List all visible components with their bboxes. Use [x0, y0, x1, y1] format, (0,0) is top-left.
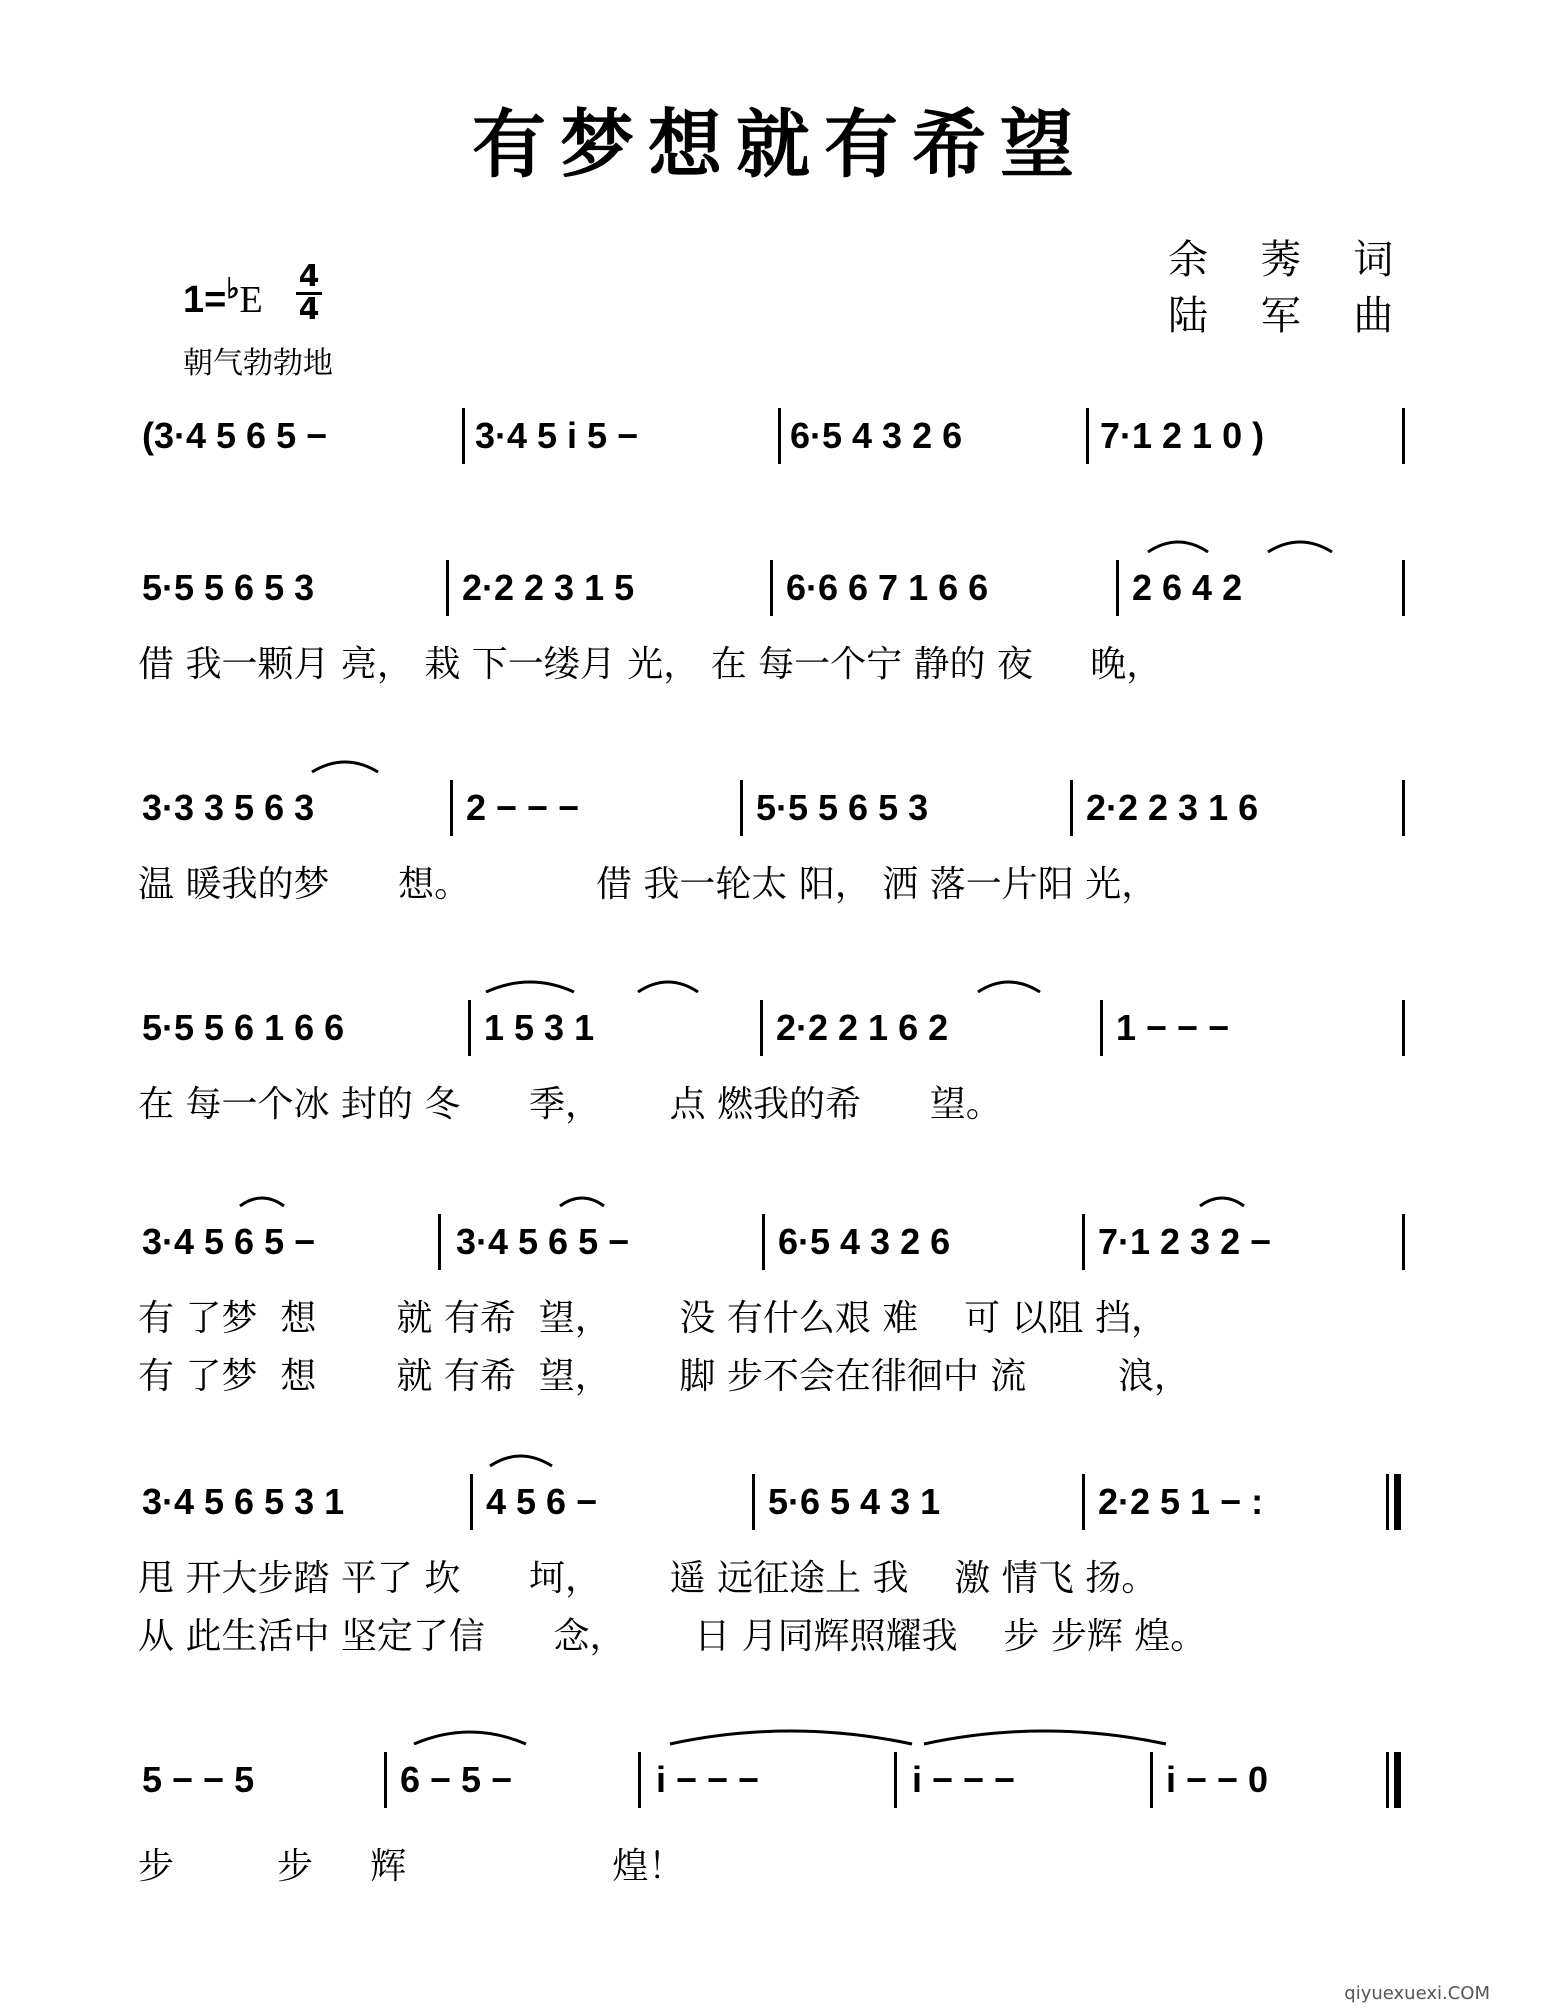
time-signature: [296, 259, 322, 327]
barline: [752, 1474, 755, 1530]
bar-3-2: 2 − − −: [466, 787, 580, 828]
lyric-line: 甩 开大步踏 平了 坎 坷， 遥 远征途上 我 激 情飞 扬。: [138, 1558, 1158, 1599]
bar-5-3: 6·5 4 3 2 6: [778, 1221, 951, 1262]
barline: [1116, 560, 1119, 616]
bar-6-2: 4 5 6 −: [486, 1481, 598, 1522]
bar-7-2: 6 − 5 −: [400, 1759, 513, 1800]
barline: [762, 1214, 765, 1270]
bar-5-4: 7·1 2 3 2 −: [1098, 1221, 1272, 1262]
barline: [384, 1752, 387, 1808]
lyric-line: 温 暖我的梦 想。 借 我一轮太 阳， 洒 落一片阳 光，: [138, 864, 1158, 905]
barline: [1402, 1214, 1405, 1270]
bar-5-1: 3·4 5 6 5 −: [142, 1221, 316, 1262]
bar-1-4: 7·1 2 1 0 ): [1100, 415, 1265, 456]
lyricist-credit: 余 莠 词: [1168, 237, 1414, 283]
site-watermark: qiyuexuexi.COM: [1344, 1983, 1490, 2004]
lyric-line: 有 了梦 想 就 有希 望， 没 有什么艰 难 可 以阻 挡，: [138, 1298, 1167, 1339]
barline: [1402, 408, 1405, 464]
slur: [240, 1198, 284, 1206]
lyric-line: 在 每一个冰 封的 冬 季， 点 燃我的希 望。: [138, 1084, 1002, 1125]
slur: [670, 1731, 912, 1744]
slur: [1148, 542, 1208, 552]
slur: [490, 1456, 552, 1466]
final-barline: [1394, 1752, 1401, 1808]
bar-6-3: 5·6 5 4 3 1: [768, 1481, 941, 1522]
barline: [778, 408, 781, 464]
lyric-line: 从 此生活中 坚定了信 念， 日 月同辉照耀我 步 步辉 煌。: [138, 1616, 1207, 1657]
bar-1-2: 3·4 5 i 5 −: [475, 415, 639, 456]
slur: [414, 1732, 526, 1744]
composer-credit: 陆 军 曲: [1168, 293, 1414, 339]
slur: [638, 982, 698, 992]
meter-top: 4: [298, 259, 320, 294]
barline: [770, 560, 773, 616]
barline: [446, 560, 449, 616]
slur: [978, 982, 1040, 992]
bar-2-4: 2 6 4 2: [1132, 567, 1243, 608]
barline: [1402, 1000, 1405, 1056]
bar-6-1: 3·4 5 6 5 3 1: [142, 1481, 345, 1522]
bar-7-5: i − − 0: [1166, 1759, 1269, 1800]
bar-4-1: 5·5 5 6 1 6 6: [142, 1007, 345, 1048]
key-prefix: 1=: [183, 279, 227, 321]
barline: [1386, 1752, 1389, 1808]
barline: [1402, 560, 1405, 616]
barline: [1086, 408, 1089, 464]
barline: [740, 780, 743, 836]
bar-2-2: 2·2 2 3 1 5: [462, 567, 635, 608]
slur: [1200, 1198, 1244, 1206]
slur: [486, 982, 574, 992]
slur: [924, 1731, 1166, 1744]
barline: [1082, 1474, 1085, 1530]
tempo-marking: 朝气勃勃地: [183, 346, 333, 381]
barline: [1070, 780, 1073, 836]
key-signature: [183, 272, 263, 322]
bar-3-4: 2·2 2 3 1 6: [1086, 787, 1259, 828]
barline: [438, 1214, 441, 1270]
barline: [1082, 1214, 1085, 1270]
barline: [894, 1752, 897, 1808]
bar-4-3: 2·2 2 1 6 2: [776, 1007, 949, 1048]
barline: [470, 1474, 473, 1530]
barline: [638, 1752, 641, 1808]
bar-7-4: i − − −: [912, 1759, 1016, 1800]
song-title: 有梦想就有希望: [472, 102, 1088, 188]
slur: [312, 762, 378, 772]
barline: [450, 780, 453, 836]
bar-2-3: 6·6 6 7 1 6 6: [786, 567, 989, 608]
slur: [1268, 542, 1332, 552]
repeat-end-barline: [1394, 1474, 1401, 1530]
barline: [1402, 780, 1405, 836]
lyric-line: 借 我一颗月 亮， 栽 下一缕月 光， 在 每一个宁 静的 夜 晚，: [138, 644, 1163, 685]
bar-7-3: i − − −: [656, 1759, 760, 1800]
meter-bottom: 4: [298, 292, 320, 327]
bar-5-2: 3·4 5 6 5 −: [456, 1221, 630, 1262]
lyric-line: 步 步 辉 煌！: [138, 1846, 685, 1887]
slur: [560, 1198, 604, 1206]
barline: [1100, 1000, 1103, 1056]
bar-7-1: 5 − − 5: [142, 1759, 255, 1800]
barline: [760, 1000, 763, 1056]
key-letter: E: [239, 279, 263, 321]
barline: [1150, 1752, 1153, 1808]
bar-4-4: 1 − − −: [1116, 1007, 1230, 1048]
barline: [1386, 1474, 1389, 1530]
bar-1-3: 6·5 4 3 2 6: [790, 415, 963, 456]
barline: [468, 1000, 471, 1056]
bar-2-1: 5·5 5 6 5 3: [142, 567, 315, 608]
lyric-line: 有 了梦 想 就 有希 望， 脚 步不会在徘徊中 流 浪，: [138, 1356, 1190, 1397]
bar-3-3: 5·5 5 6 5 3: [756, 787, 929, 828]
bar-6-4: 2·2 5 1 − :: [1098, 1481, 1264, 1522]
flat-sign: ♭: [226, 273, 240, 304]
barline: [462, 408, 465, 464]
bar-3-1: 3·3 3 5 6 3: [142, 787, 315, 828]
bar-1-1: (3·4 5 6 5 −: [142, 415, 328, 456]
bar-4-2: 1 5 3 1: [484, 1007, 595, 1048]
